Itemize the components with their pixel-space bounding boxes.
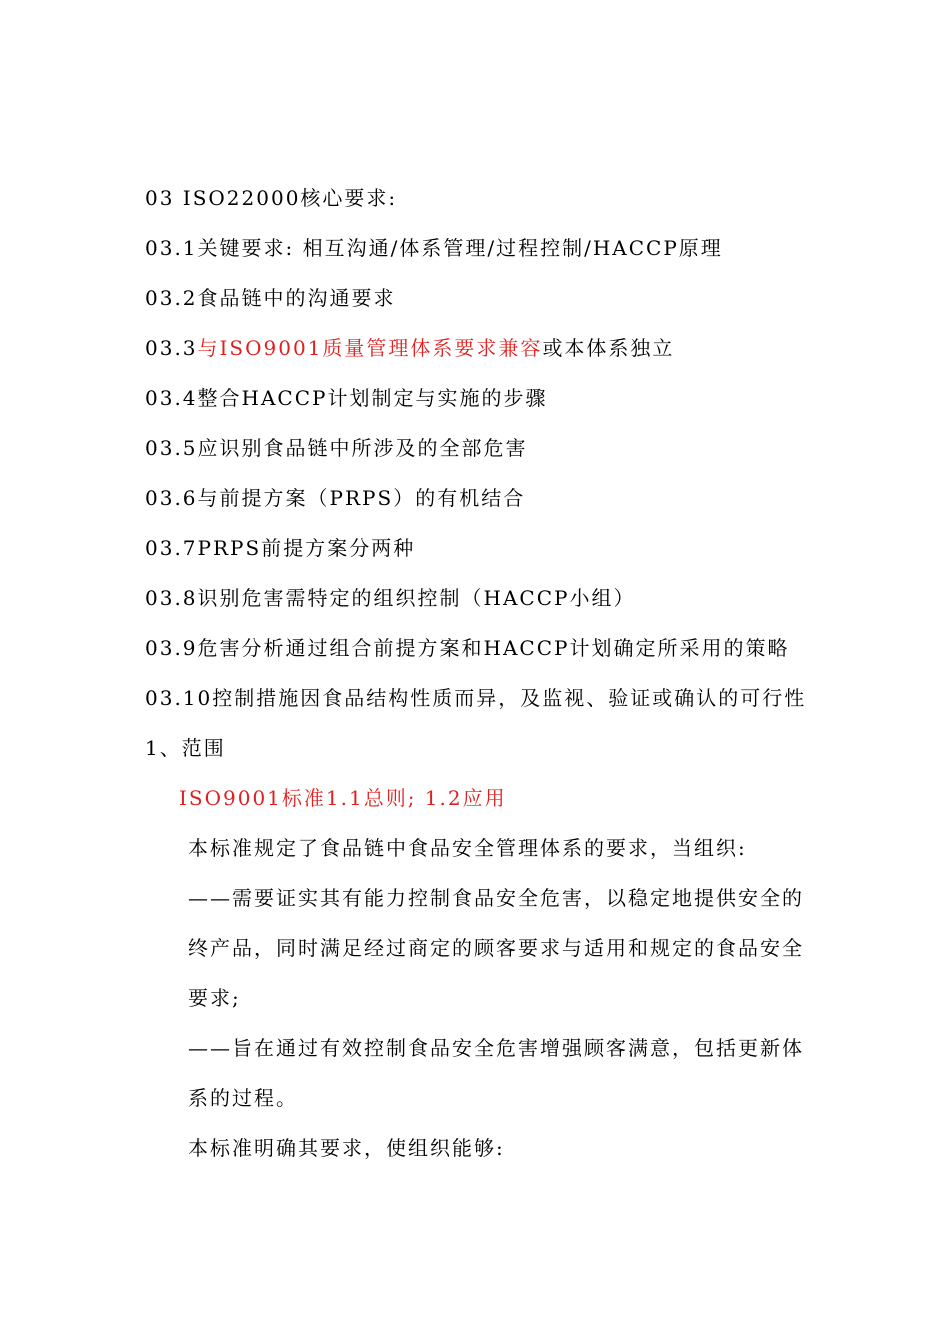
item-03-7: 03.7PRPS前提方案分两种 bbox=[145, 536, 416, 560]
item-03-3-suffix: 或本体系独立 bbox=[542, 336, 675, 360]
item-03-3-number: 03.3 bbox=[145, 336, 198, 360]
item-03-3-highlight: 与ISO9001质量管理体系要求兼容 bbox=[197, 336, 543, 360]
item-03-4: 03.4整合HACCP计划制定与实施的步骤 bbox=[145, 386, 548, 410]
item-03-1: 03.1关键要求: 相互沟通/体系管理/过程控制/HACCP原理 bbox=[145, 236, 723, 260]
item-03-2: 03.2食品链中的沟通要求 bbox=[145, 286, 396, 310]
item-03-9: 03.9危害分析通过组合前提方案和HACCP计划确定所采用的策略 bbox=[145, 636, 790, 660]
paragraph-enable-organization: 本标准明确其要求，使组织能够: bbox=[188, 1136, 505, 1160]
item-03-5: 03.5应识别食品链中所涉及的全部危害 bbox=[145, 436, 528, 460]
document-body bbox=[145, 173, 810, 1173]
item-03-8: 03.8识别危害需特定的组织控制（HACCP小组） bbox=[145, 586, 636, 610]
section-scope-reference: ISO9001标准1.1总则; 1.2应用 bbox=[179, 786, 507, 810]
item-03-3 bbox=[145, 323, 810, 373]
section-scope-heading: 1、范围 bbox=[145, 736, 226, 760]
item-03-6: 03.6与前提方案（PRPS）的有机结合 bbox=[145, 486, 526, 510]
paragraph-demonstrate-ability: ——需要证实其有能力控制食品安全危害，以稳定地提供安全的终产品，同时满足经过商定的顾客要求与适用和规定的食品安全要求; bbox=[188, 886, 804, 1010]
paragraph-enhance-satisfaction: ——旨在通过有效控制食品安全危害增强顾客满意，包括更新体系的过程。 bbox=[188, 1036, 804, 1110]
heading-core-requirements: 03 ISO22000核心要求: bbox=[145, 186, 398, 210]
item-03-10: 03.10控制措施因食品结构性质而异，及监视、验证或确认的可行性 bbox=[145, 686, 807, 710]
paragraph-standard-scope: 本标准规定了食品链中食品安全管理体系的要求，当组织: bbox=[188, 836, 747, 860]
